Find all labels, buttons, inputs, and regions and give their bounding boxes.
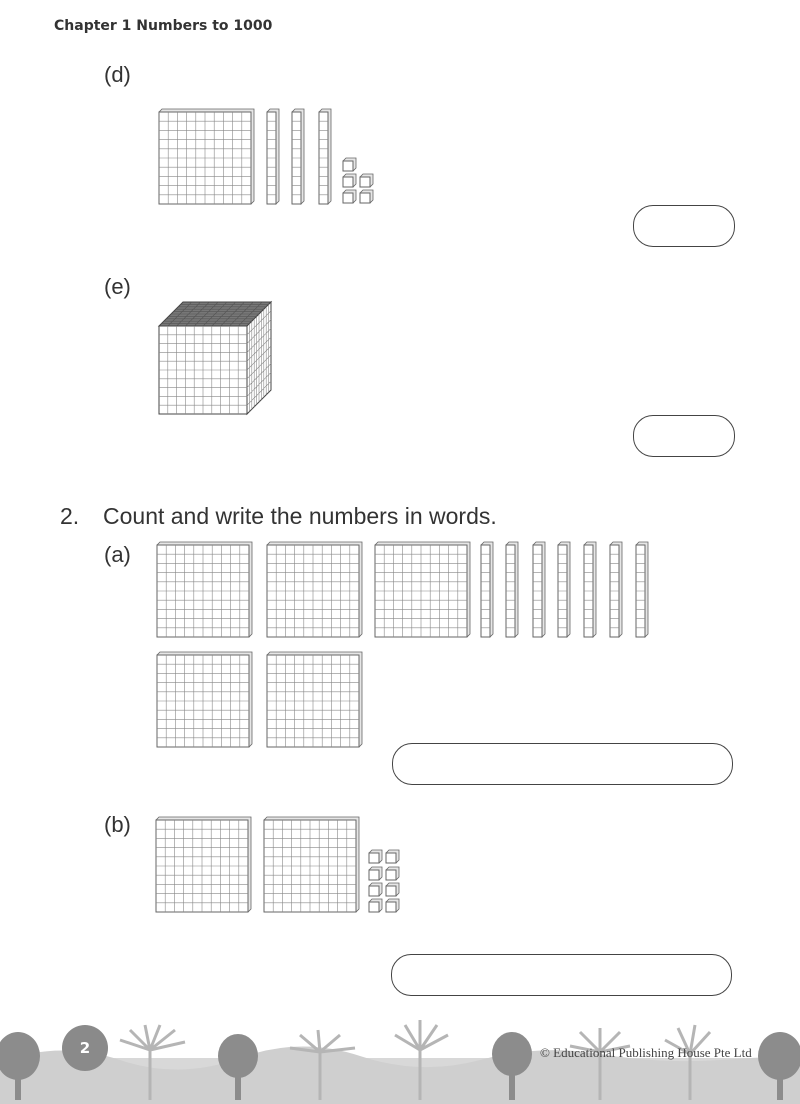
one-cube-icon [369, 850, 382, 863]
one-cube-icon [386, 867, 399, 880]
thousand-cube-icon [155, 298, 285, 423]
ten-rod-icon [636, 542, 648, 637]
ten-rod-icon [481, 542, 493, 637]
one-cube-icon [360, 174, 373, 187]
answer-box-2a[interactable] [392, 743, 733, 785]
part-2a-label: (a) [104, 542, 131, 567]
ten-rod-icon [533, 542, 545, 637]
hundred-flat-icon [159, 109, 254, 204]
one-cube-icon [343, 190, 356, 203]
answer-box-2b[interactable] [391, 954, 732, 996]
ten-rod-icon [558, 542, 570, 637]
answer-box-d[interactable] [633, 205, 735, 247]
hundred-flat-icon [157, 542, 252, 637]
one-cube-icon [369, 867, 382, 880]
one-cube-icon [343, 158, 356, 171]
ten-rod-icon [319, 109, 331, 204]
ten-rod-icon [506, 542, 518, 637]
hundred-flat-icon [267, 652, 362, 747]
ten-rod-icon [584, 542, 596, 637]
hundred-flat-icon [264, 817, 359, 912]
one-cube-icon [386, 850, 399, 863]
part-e-label: (e) [104, 274, 131, 299]
question-2-text: Count and write the numbers in words. [103, 503, 497, 529]
one-cube-icon [360, 190, 373, 203]
ten-rod-icon [610, 542, 622, 637]
part-d-blocks [155, 108, 385, 208]
hundred-flat-icon [267, 542, 362, 637]
one-cube-icon [369, 883, 382, 896]
hundred-flat-icon [156, 817, 251, 912]
one-cube-icon [386, 883, 399, 896]
hundred-flat-icon [157, 652, 252, 747]
ten-rod-icon [292, 109, 304, 204]
one-cube-icon [343, 174, 356, 187]
part-2b-label: (b) [104, 812, 131, 837]
one-cube-icon [386, 899, 399, 912]
copyright-text: © Educational Publishing House Pte Ltd [540, 1045, 752, 1060]
hundred-flat-icon [375, 542, 470, 637]
question-2-number: 2. [60, 503, 80, 529]
ten-rod-icon [267, 109, 279, 204]
part-d-label: (d) [104, 62, 131, 87]
chapter-header: Chapter 1 Numbers to 1000 [54, 18, 273, 34]
part-2a-blocks [150, 540, 660, 755]
one-cube-icon [369, 899, 382, 912]
answer-box-e[interactable] [633, 415, 735, 457]
part-2b-blocks [150, 815, 410, 920]
page-number-badge: 2 [62, 1025, 108, 1071]
